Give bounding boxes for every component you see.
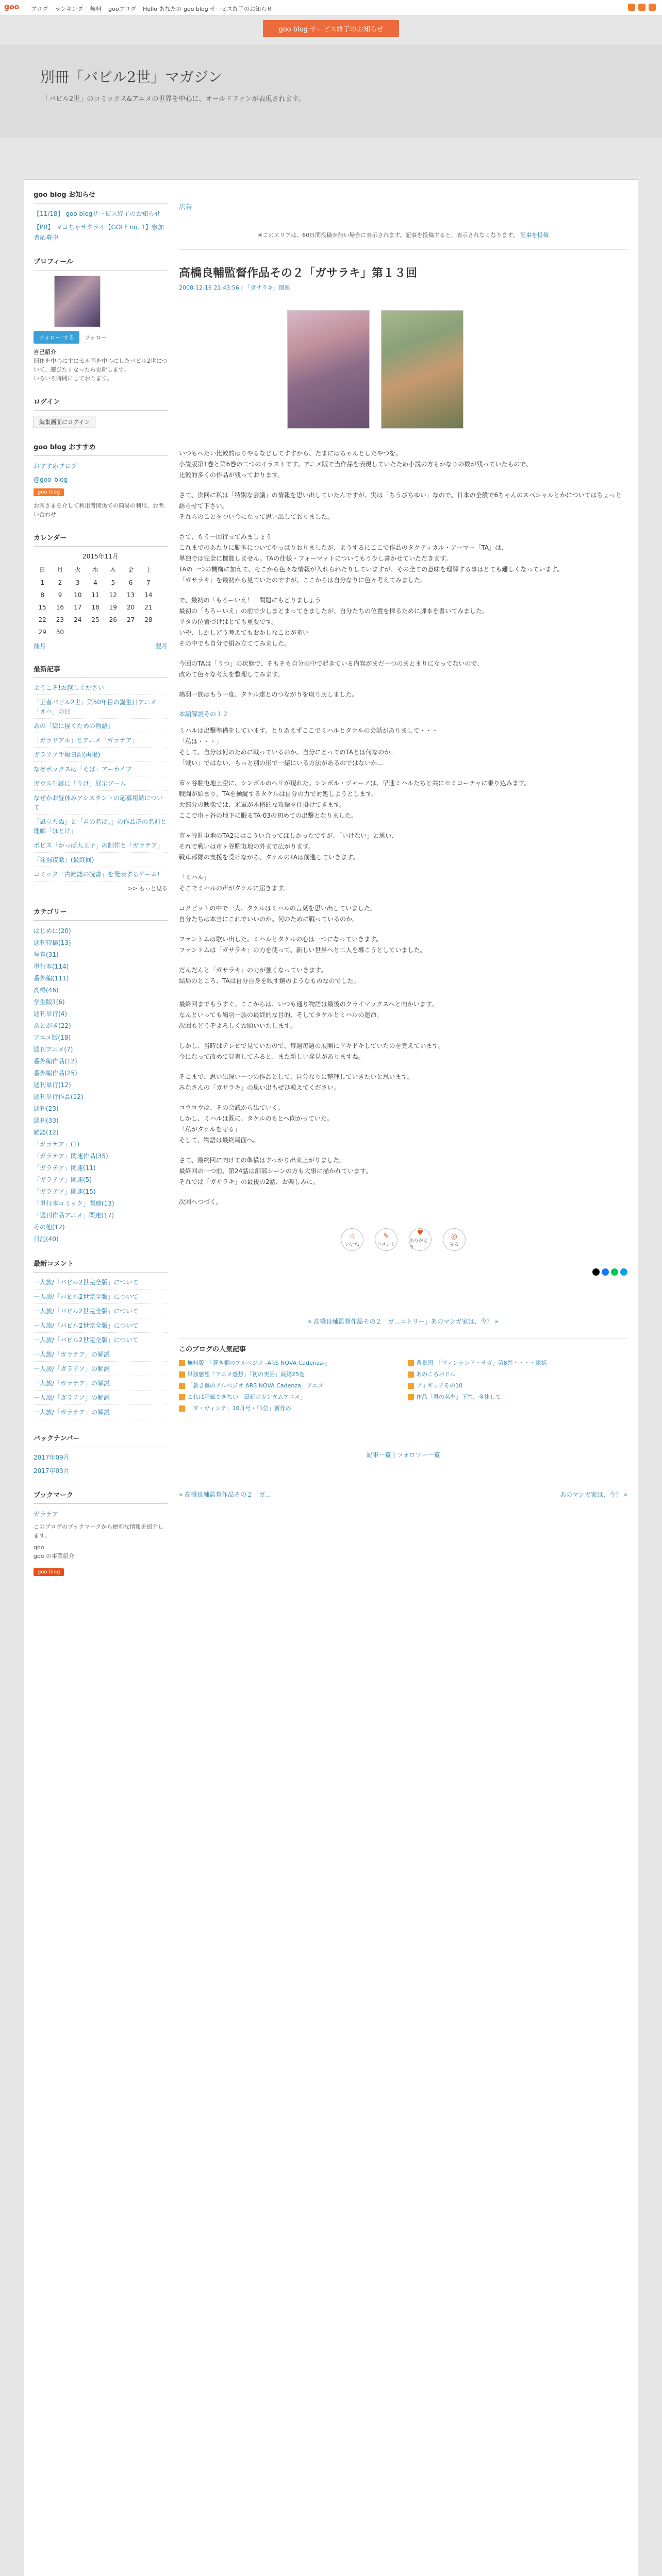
post-paragraph: しかし、当時はテレビで見ていたので、毎週毎週の展開にドキドキしていたのを覚えています。 今になって改めて見直してみると、また新しい発見がありますね。 bbox=[179, 1042, 444, 1060]
prev-post-link[interactable]: « 高橋良輔監督作品その２「ガ... bbox=[179, 1491, 271, 1498]
calendar-day: 8 bbox=[40, 591, 44, 599]
bookmark-sub: このブログのブックマークから便利な情報を紹介します。 bbox=[34, 1523, 164, 1539]
calendar-week bbox=[34, 614, 157, 626]
calendar-dow: 金 bbox=[127, 566, 134, 573]
calendar-day bbox=[87, 626, 104, 638]
widget-title: ブックマーク bbox=[34, 1489, 168, 1504]
category-link[interactable]: 単行本(114) bbox=[34, 963, 69, 970]
calendar-day: 14 bbox=[144, 591, 153, 599]
oshirase-item[interactable]: 【PR】 マコちゃサクライ【GOLF no. 1】参加者応募中 bbox=[34, 224, 164, 241]
comment-link[interactable]: 一人旅/「ガラテア」の解説 bbox=[34, 1394, 110, 1401]
calendar-day: 23 bbox=[56, 616, 64, 623]
comment-link[interactable]: 一人旅/「ガラテア」の解説 bbox=[34, 1409, 110, 1416]
post-body-3 bbox=[179, 999, 627, 1188]
post-paragraph: ミハルは出撃準備をしています。とりあえずここでミハルとタケルの会話がありまして・・・ 「私は・・・」 そして、自分は何のために戦っているのか。自分にとってのTAとは何なのか。 「戦い」ではない、もっと別の形で一緒にいる方法があるのではないか… bbox=[179, 727, 438, 767]
calendar-day: 18 bbox=[91, 604, 100, 611]
category-link[interactable]: 学生版1(6) bbox=[34, 998, 65, 1006]
widget-title: goo blog おすすめ bbox=[34, 442, 168, 456]
calendar-day: 9 bbox=[58, 591, 62, 599]
popular-item-text: 作品「君の名を」下巻、全体して bbox=[416, 1394, 501, 1400]
widget-title: カテゴリー bbox=[34, 906, 168, 921]
login-button[interactable]: 編集画面にログイン bbox=[34, 416, 95, 428]
calendar-day: 12 bbox=[109, 591, 117, 599]
blog-title[interactable]: 別冊「バビル2世」マガジン bbox=[40, 69, 223, 86]
widget-title: カレンダー bbox=[34, 532, 168, 547]
topbar-links bbox=[31, 5, 277, 13]
category-link[interactable]: 「ガラテア」関連作品(35) bbox=[34, 1153, 108, 1160]
reaction-icon: ♥ bbox=[417, 1229, 424, 1237]
calendar-day bbox=[122, 626, 139, 638]
calendar-day: 30 bbox=[56, 629, 64, 636]
facebook-share-icon[interactable] bbox=[602, 1268, 609, 1276]
recent-post-link[interactable]: 「風立ちぬ」と「君の名は。」の作品群の名前と理解「ほとけ」 bbox=[34, 818, 167, 835]
followers-link[interactable]: フォロー bbox=[84, 334, 107, 341]
post-paragraph: 鳩羽一族はもう一度、タケル達とのつながりを取り戻しました。 bbox=[179, 691, 358, 698]
calendar-dow: 日 bbox=[39, 566, 46, 573]
calendar-day: 13 bbox=[126, 591, 135, 599]
thumb-icon bbox=[408, 1371, 414, 1378]
comment-link[interactable]: 一人旅/「ガラテア」の解説 bbox=[34, 1380, 110, 1387]
comment-link[interactable]: 一人旅/「バビル2世完全版」について bbox=[34, 1322, 139, 1329]
post-paragraph: 市ヶ谷駐屯地のTA2にはこうい合ってほしかったですが、「いけない」と思い、 それで戦いは市ヶ谷駐屯地の外まで広がります。 戦車部隊の支援を受けながら、タケルのTAは前進していきます。 bbox=[179, 832, 398, 861]
calendar-week bbox=[34, 626, 157, 638]
post-meta: 2008-12-16 21:43:56 | 「ガサラキ」関連 bbox=[179, 284, 290, 291]
rss-badge[interactable]: goo blog bbox=[34, 1568, 64, 1576]
widget-backnumber bbox=[34, 1433, 168, 1476]
reaction-label: 見る bbox=[449, 1242, 459, 1247]
calendar-dow: 月 bbox=[57, 566, 63, 573]
backnumber-link[interactable]: 2017年03月 bbox=[34, 1467, 70, 1475]
goo-link[interactable]: goo bbox=[34, 1544, 44, 1551]
recent-post-link[interactable]: あの「絵に描くための物語」 bbox=[34, 722, 114, 730]
widget-categories bbox=[34, 906, 168, 1245]
topbar-link[interactable]: ランキング bbox=[55, 6, 84, 12]
calendar-day: 4 bbox=[93, 579, 97, 586]
popular-posts bbox=[179, 1338, 627, 1414]
widget-title: ログイン bbox=[34, 396, 168, 411]
category-link[interactable]: 週刊(23) bbox=[34, 1105, 59, 1112]
user-icon[interactable] bbox=[628, 4, 635, 11]
post-paragraph: さて、もう一回行ってみましょう これまでのあたりに脚本についてやっぱりおりましたが、ようするにここで作品のタクティカル・アーマー「TA」は、 単独では完全に機能しません。TAの仕様・フォーマットについてもう少し書かせていただきます。 TAの一つの機構に加えて、そこから色々な情報が入れられたりしていますが、その全ての意味を理解する事はとても難しくなっています。 「ガサラキ」を最初から見ていたのですが、ここからは自分なりに色々考えてみました。 bbox=[179, 533, 564, 584]
reaction-icon: ◎ bbox=[451, 1232, 458, 1241]
thumb-icon bbox=[408, 1394, 414, 1400]
popular-item[interactable] bbox=[179, 1380, 399, 1392]
popular-item[interactable] bbox=[179, 1403, 399, 1414]
post-paragraph: ファントムは歌い出した。ミハルとタケルの心は一つになっていきます。 ファントムは「ガサラキ」の力を使って、新しい世界へと二人を導こうとしていました。 bbox=[179, 936, 426, 954]
category-link[interactable]: 「ガラテア」関連(5) bbox=[34, 1176, 92, 1183]
reaction-button[interactable] bbox=[409, 1228, 432, 1251]
widget-title: 最新記事 bbox=[34, 664, 168, 678]
popular-title: このブログの人気記事 bbox=[179, 1346, 246, 1353]
ad-label: 広告 bbox=[179, 204, 193, 211]
widget-title: goo blog お知らせ bbox=[34, 189, 168, 204]
topbar-link[interactable]: 無料 bbox=[90, 6, 102, 12]
category-link[interactable]: 週刊(33) bbox=[34, 1117, 59, 1124]
post-images bbox=[287, 310, 627, 429]
calendar-day: 22 bbox=[38, 616, 46, 623]
popular-item[interactable] bbox=[408, 1392, 627, 1403]
calendar-table bbox=[34, 563, 157, 638]
category-link[interactable]: 写真(31) bbox=[34, 951, 59, 958]
goo-sub: goo の事業紹介 bbox=[34, 1553, 74, 1560]
reaction-button[interactable] bbox=[375, 1228, 398, 1251]
oshirase-item[interactable]: 【11/18】 goo blogサービス終了のお知らせ bbox=[34, 210, 161, 217]
popular-item-text: あのころパドル bbox=[416, 1371, 456, 1378]
calendar-day: 25 bbox=[91, 616, 100, 623]
category-link[interactable]: 高橋(46) bbox=[34, 987, 59, 994]
next-post-link[interactable]: あのマンガ家は、今？ » bbox=[559, 1491, 627, 1498]
category-link[interactable]: 「単行本コミック」関連(13) bbox=[34, 1200, 114, 1207]
popular-item[interactable] bbox=[408, 1380, 627, 1392]
popular-item-text: これは評価できない「最新のガンダムアニメ」 bbox=[187, 1394, 306, 1400]
calendar-day: 5 bbox=[111, 579, 115, 586]
recent-post-link[interactable]: なぜボックスは「そば」アーカイブ bbox=[34, 766, 132, 773]
thumb-icon bbox=[179, 1360, 185, 1366]
goo-blog-badge[interactable]: goo blog bbox=[34, 488, 64, 496]
x-share-icon[interactable] bbox=[592, 1268, 600, 1276]
content-wrapper bbox=[24, 179, 638, 2576]
follow-links[interactable]: 記事一覧 | フォロワー一覧 bbox=[366, 1451, 440, 1459]
reaction-icon: ✎ bbox=[383, 1232, 389, 1241]
post-next-label: 次回へつづく。 bbox=[179, 1198, 222, 1206]
post-paragraph: さて、次回に私は「特別な会議」の情報を思い出していたんですが、実は「ちうびちゆい」なので、日本の全般で6ちゃんのスペシャルとかについてはちょっと語らせて下さい。 それらのことをつい今になって思い出しておりました。 bbox=[179, 492, 622, 520]
calendar-prev[interactable]: 前月 bbox=[34, 642, 46, 650]
post-paragraph: さて、最終回に向けての準備はすっかり出来上がりました。 最終回の一つ前、第24話は細部シーンの方も大事に描かれています。 それでは「ガサラキ」の最後の2話、お楽しみに。 bbox=[179, 1157, 372, 1185]
topbar-link[interactable]: gooブログ bbox=[108, 6, 136, 12]
inactive-notice-text: ※このエリアは、60日間投稿が無い場合に表示されます。記事を投稿すると、表示されなくなります。 bbox=[258, 232, 519, 239]
post-date: 2008-12-16 21:43:56 bbox=[179, 284, 239, 291]
calendar-week bbox=[34, 601, 157, 614]
popular-item[interactable] bbox=[408, 1369, 627, 1380]
category-link[interactable]: アニメ版(18) bbox=[34, 1034, 71, 1041]
calendar-day bbox=[140, 626, 157, 638]
sidebar bbox=[34, 189, 168, 1589]
post-category[interactable]: 「ガサラキ」関連 bbox=[244, 284, 290, 291]
thumb-icon bbox=[179, 1405, 185, 1412]
hatena-share-icon[interactable] bbox=[620, 1268, 627, 1276]
popular-item[interactable] bbox=[179, 1369, 399, 1380]
reaction-buttons bbox=[179, 1228, 627, 1251]
recent-post-link[interactable]: 「発掘夜話」(最終回) bbox=[34, 856, 94, 863]
reaction-label: コメント bbox=[376, 1242, 395, 1247]
category-link[interactable]: 「ガラテア」(1) bbox=[34, 1141, 79, 1148]
category-link[interactable]: 番外編(111) bbox=[34, 975, 69, 982]
post-paragraph: コウロウは、その会議から出ていく。 しかし、ミハルは既に、タケルのもとへ向かっていた。 「私がタケルを守る」 そして、物語は最終局面へ。 bbox=[179, 1104, 333, 1144]
comment-link[interactable]: 一人旅/「バビル2世完全版」について bbox=[34, 1336, 139, 1344]
popular-item[interactable] bbox=[179, 1358, 399, 1369]
share-icons bbox=[179, 1268, 627, 1276]
thumb-icon bbox=[408, 1383, 414, 1389]
post-paragraph: だんだんと「ガサラキ」の力が強くなっていきます。 結局のところ、TAは自分自身を映す鏡のようなものなのでした。 bbox=[179, 967, 360, 985]
calendar-day: 20 bbox=[126, 604, 135, 611]
calendar-dow: 水 bbox=[92, 566, 98, 573]
calendar-day: 15 bbox=[38, 604, 46, 611]
thumb-icon bbox=[408, 1360, 414, 1366]
reaction-label: ありがとう bbox=[409, 1239, 428, 1250]
bottom-nav bbox=[179, 1490, 627, 1499]
widget-recommend bbox=[34, 442, 168, 519]
thumb-icon bbox=[179, 1383, 185, 1389]
comment-link[interactable]: 一人旅/「バビル2世完全版」について bbox=[34, 1293, 139, 1300]
service-notice-bar bbox=[0, 19, 662, 38]
category-link[interactable]: その他(12) bbox=[34, 1224, 65, 1231]
category-link[interactable]: 週刊単行作品(12) bbox=[34, 1093, 84, 1100]
recommend-sub[interactable]: お客さまを介して利用者関係での簡易の利用、お問い合わせ bbox=[34, 502, 164, 518]
category-link[interactable]: はじめに(20) bbox=[34, 927, 71, 935]
calendar-day: 16 bbox=[56, 604, 64, 611]
calendar-next[interactable]: 翌月 bbox=[155, 642, 168, 650]
inactive-notice bbox=[179, 231, 627, 239]
popular-item-text: 単独感想「アニメ感想」「初の実話」最終25巻 bbox=[187, 1371, 305, 1378]
popular-item-text: 背景図 「ヴィンランド・サガ」第8巻・・・・総括 bbox=[416, 1360, 547, 1366]
popular-item-text: 「蒼き鋼のアルペジオ ARS NOVA Cadenza」アニメ bbox=[187, 1382, 324, 1389]
widget-recent bbox=[34, 664, 168, 893]
category-link[interactable]: 週刊単行(12) bbox=[34, 1081, 71, 1089]
calendar-dow-row bbox=[34, 563, 157, 577]
widget-bookmark bbox=[34, 1489, 168, 1576]
widget-login bbox=[34, 396, 168, 428]
calendar-day: 21 bbox=[144, 604, 153, 611]
popular-item[interactable] bbox=[179, 1392, 399, 1403]
calendar-day: 24 bbox=[74, 616, 82, 623]
profile-intro: 旧作を中心に主にセル画を中心にしたバビル2世について、遊びたくなったら更新します。 いろいろ時間にしております。 bbox=[34, 358, 168, 382]
calendar-day: 1 bbox=[40, 579, 44, 586]
calendar-month: 2015年11月 bbox=[82, 553, 119, 560]
post-body-2 bbox=[179, 725, 627, 987]
post-paragraph: コクピットの中で一人、タケルはミハルの言葉を思い出していました。 自分たちは本当にこれでいいのか。何のために戦っているのか。 bbox=[179, 905, 376, 923]
calendar-day: 17 bbox=[74, 604, 82, 611]
recommend-item[interactable]: おすすめブログ bbox=[34, 463, 77, 470]
post-paragraph: そこまで、思い出深い一つの作品として、自分なりに整理していきたいと思います。 みなさんの「ガサラキ」の思い出もぜひ教えてください。 bbox=[179, 1073, 413, 1091]
post-paragraph: 最終回までもうすぐ。ここからは、いつも通り物語は最後のクライマックスへと向かいます。 なんといっても鳩羽一族の最終的な目的、そしてタケルとミハルの運命。 次回もどうぞよろしくお願いいたします。 bbox=[179, 1001, 438, 1029]
comment-link[interactable]: 一人旅/「ガラテア」の解説 bbox=[34, 1351, 110, 1358]
calendar-day: 6 bbox=[128, 579, 133, 586]
recent-more[interactable]: >> もっと見る bbox=[128, 885, 168, 892]
reaction-button[interactable] bbox=[341, 1228, 363, 1251]
recent-post-link[interactable]: ガラリア手帳日記(再掲) bbox=[34, 751, 101, 758]
category-link[interactable]: 「ガラテア」関連(11) bbox=[34, 1164, 96, 1172]
widget-comments bbox=[34, 1258, 168, 1419]
post-paragraph: いつもへたい比較的はりやるなどしてすすから、たまにはちゃんとしたやつを。 小説版第1巻と第6巻の二つのイラストです。アニメ版で当作品を表現していたため小説の方もかなりの数が残っていたもので、 比較的多くの作品が残っております。 bbox=[179, 450, 533, 479]
reaction-icon: ☆ bbox=[349, 1232, 356, 1241]
widget-title: バックナンバー bbox=[34, 1433, 168, 1447]
post-nav[interactable]: « 高橋良輔監督作品その２「ガ...ユトリー」あのマンガ家は、今？ » bbox=[308, 1318, 499, 1325]
widget-oshirase bbox=[34, 189, 168, 243]
recent-post-link[interactable]: コミック「古雑誌の読書」を発表するゲーム! bbox=[34, 871, 160, 878]
calendar-dow: 土 bbox=[145, 566, 152, 573]
widget-calendar bbox=[34, 532, 168, 650]
thumb-icon bbox=[179, 1394, 185, 1400]
calendar-week bbox=[34, 589, 157, 601]
calendar-week bbox=[34, 577, 157, 589]
calendar-day: 10 bbox=[74, 591, 82, 599]
calendar-day: 3 bbox=[75, 579, 80, 586]
category-link[interactable]: 雑誌(12) bbox=[34, 1129, 59, 1136]
service-notice-link[interactable]: goo blog サービス終了のお知らせ bbox=[263, 20, 399, 37]
thumb-icon bbox=[179, 1371, 185, 1378]
calendar-dow: 木 bbox=[110, 566, 117, 573]
recent-post-link[interactable]: なぜかお昼休みアシスタントの応募用紙について bbox=[34, 794, 163, 811]
calendar-day: 26 bbox=[109, 616, 117, 623]
widget-title: プロフィール bbox=[34, 256, 168, 270]
post-image[interactable] bbox=[287, 310, 370, 429]
post-body bbox=[179, 448, 627, 700]
category-link[interactable]: 日記(40) bbox=[34, 1235, 59, 1243]
post-section-link[interactable]: 本編解説その１２ bbox=[179, 710, 229, 718]
category-link[interactable]: 「ガラテア」関連(15) bbox=[34, 1188, 96, 1195]
post-article-link[interactable]: 記事を投稿 bbox=[520, 232, 549, 239]
calendar-day: 11 bbox=[91, 591, 100, 599]
recent-post-link[interactable]: ポピス「かっぱ大王子」の制作と「ガラテア」 bbox=[34, 842, 164, 849]
post-paragraph: 今回のTAは「うつ」の状態で、そもそも自分の中で起きている内容がまだ一つのまとまりになってないので、 改めて色々な考えを整理してみます。 bbox=[179, 660, 484, 678]
calendar-day: 19 bbox=[109, 604, 117, 611]
category-link[interactable]: 週刊特撮(13) bbox=[34, 939, 71, 946]
recent-post-link[interactable]: 「ガラリアル」とアニメ「ガラテア」 bbox=[34, 737, 138, 744]
category-link[interactable]: 週刊アニメ(7) bbox=[34, 1046, 73, 1053]
post-title[interactable]: 高橋良輔監督作品その２「ガサラキ」第１３回 bbox=[179, 267, 418, 280]
category-link[interactable]: 「週刊作品アニメ」関連(17) bbox=[34, 1212, 114, 1219]
bell-icon[interactable] bbox=[638, 4, 646, 11]
calendar-day: 27 bbox=[126, 616, 135, 623]
category-link[interactable]: あとがき(22) bbox=[34, 1022, 71, 1029]
global-topbar bbox=[0, 0, 662, 15]
profile-image[interactable] bbox=[54, 276, 101, 327]
post-paragraph: で、最初の「もろーいえ！」問題にもどりましょう 最初の「もろーいえ」の前で少しまとまってきましたが、自分たちの位置を探るために脚本を書いてみました。 リタの位置づけはとても重要です。 いや、しかしどう考えてもおかしなことが多い その中でも自分で組み立ててみました。 bbox=[179, 597, 489, 647]
recent-post-link[interactable]: ガウス生誕に「うけ」展示ブーム bbox=[34, 780, 126, 787]
post-next-note bbox=[179, 1197, 627, 1208]
reaction-button[interactable] bbox=[443, 1228, 466, 1251]
line-share-icon[interactable] bbox=[611, 1268, 618, 1276]
comment-link[interactable]: 一人旅/「ガラテア」の解説 bbox=[34, 1365, 110, 1372]
recent-post-link[interactable]: ようこそ!お越しください bbox=[34, 684, 104, 691]
popular-item-text: 無料版 「蒼き鋼のアルペジオ -ARS NOVA Cadenza-」 bbox=[187, 1360, 331, 1366]
recent-post-link[interactable]: 「王者バビル2世」第50年目の誕生日アニメ「オハ」の日 bbox=[34, 699, 157, 715]
calendar-day: 2 bbox=[58, 579, 62, 586]
category-link[interactable]: 番外編作品(12) bbox=[34, 1058, 77, 1065]
comment-link[interactable]: 一人旅/「バビル2世完全版」について bbox=[34, 1308, 139, 1315]
recommend-item[interactable]: @goo_blog bbox=[34, 476, 68, 483]
follow-button[interactable]: フォロー する bbox=[34, 331, 79, 344]
calendar-day bbox=[69, 626, 87, 638]
calendar-dow: 火 bbox=[74, 566, 81, 573]
popular-item-text: フィギュアその10 bbox=[416, 1382, 463, 1389]
topbar-icons bbox=[628, 4, 656, 11]
popular-item[interactable] bbox=[408, 1358, 627, 1369]
bookmark-item[interactable]: ガラテア bbox=[34, 1511, 59, 1518]
widget-profile bbox=[34, 256, 168, 383]
post-paragraph: 市ヶ谷駐屯地上空に、シンボルのヘリが現れた。シンボル・ジャーノは、早速ミハルたちと共にセミコーチャに乗り込みます。 戦闘が始まり、TAを操縦するタケルは自分の力で対処しようとします。 大部分の映像では、米軍が本格的な攻撃を仕掛けてきます。 ここで市ヶ谷の地下に眠るTA-03の初めての出撃となりました。 bbox=[179, 779, 531, 819]
goo-logo[interactable]: goo bbox=[4, 3, 20, 11]
reaction-label: いいね bbox=[345, 1242, 359, 1247]
popular-item-text: 「ダ・ヴィンチ」10月号・「1位」新作の bbox=[187, 1405, 291, 1412]
widget-title: 最新コメント bbox=[34, 1258, 168, 1273]
calendar-day: 7 bbox=[146, 579, 151, 586]
intro-label: 自己紹介 bbox=[34, 349, 56, 355]
calendar-day bbox=[104, 626, 122, 638]
calendar-day: 28 bbox=[144, 616, 153, 623]
main-column bbox=[179, 180, 627, 1499]
category-link[interactable]: 番外編作品(25) bbox=[34, 1070, 77, 1077]
calendar-day: 29 bbox=[38, 629, 46, 636]
blog-header bbox=[0, 45, 662, 138]
comment-link[interactable]: 一人旅/「バビル2世完全版」について bbox=[34, 1279, 139, 1286]
blog-description: 「バビル2世」のコミックス&アニメの世界を中心に、オールドファンが表現されます。 bbox=[42, 95, 305, 103]
post-image[interactable] bbox=[381, 310, 464, 429]
backnumber-link[interactable]: 2017年09月 bbox=[34, 1454, 70, 1461]
topbar-link[interactable]: ブログ bbox=[31, 6, 48, 12]
post-paragraph: 「ミハル」 そこでミハルの声がタケルに届きます。 bbox=[179, 874, 290, 892]
topbar-tagline[interactable]: Hello あなたの goo blog サービス終了のお知らせ bbox=[143, 6, 272, 12]
category-link[interactable]: 週刊単行(4) bbox=[34, 1010, 67, 1018]
menu-icon[interactable] bbox=[649, 4, 656, 11]
